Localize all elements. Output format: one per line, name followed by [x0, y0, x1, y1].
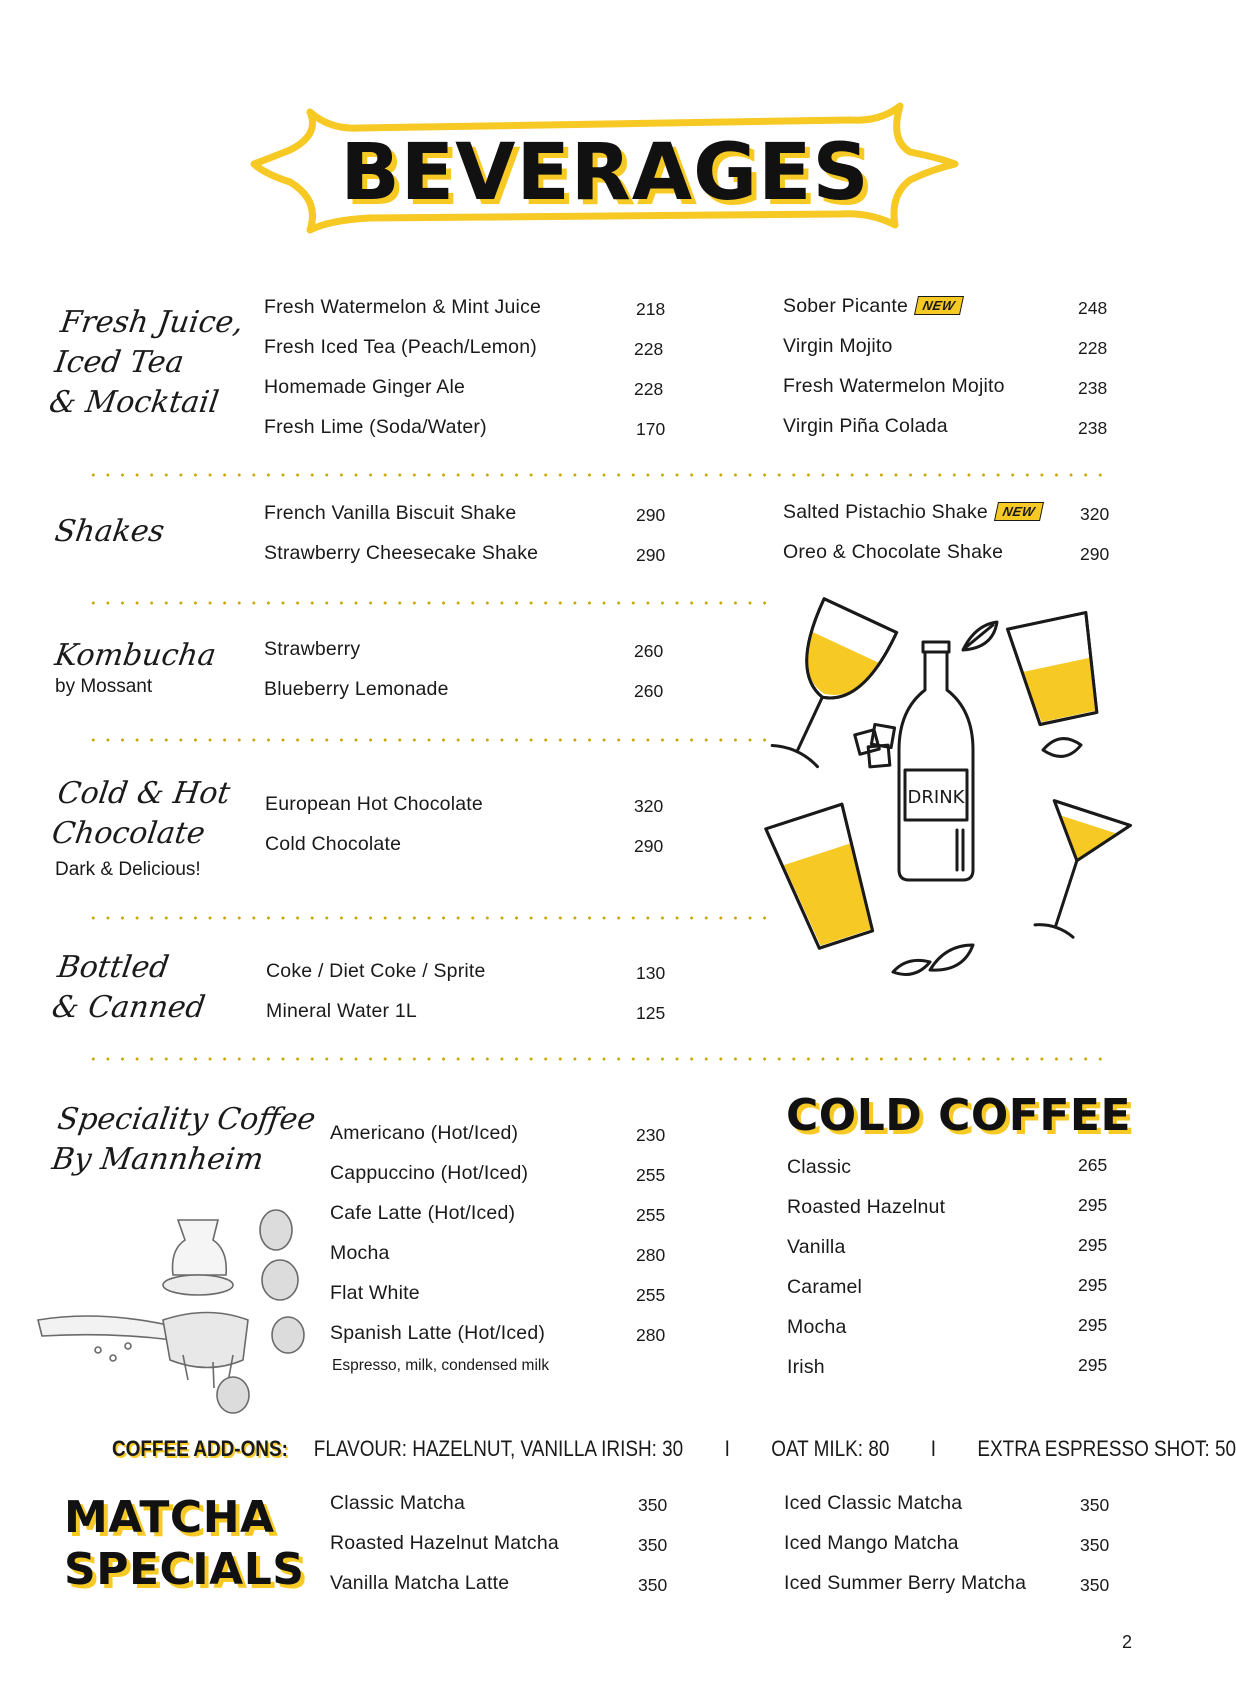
label-line: Bottled [55, 950, 172, 985]
menu-item-name: Cappuccino (Hot/Iced) [330, 1162, 529, 1184]
label-line: & Mocktail [46, 385, 222, 420]
menu-item-price: 320 [634, 796, 664, 816]
menu-item-note: Espresso, milk, condensed milk [332, 1357, 550, 1374]
menu-item-price: 255 [636, 1285, 666, 1305]
addon-separator: I [724, 1436, 730, 1461]
menu-item-price: 265 [1078, 1155, 1108, 1175]
menu-item-price: 350 [638, 1575, 668, 1595]
dotted-divider [86, 473, 1106, 477]
coffee-addons-bar [112, 1436, 1236, 1466]
addon-separator: I [930, 1436, 937, 1461]
menu-item-name: Fresh Lime (Soda/Water) [264, 416, 487, 438]
dotted-divider [86, 916, 776, 920]
menu-item-price: 290 [1080, 544, 1110, 564]
menu-item-name: Classic [787, 1156, 852, 1178]
addons-label: COFFEE ADD-ONS: [112, 1436, 288, 1461]
label-line: Iced Tea [52, 345, 186, 380]
menu-item-price: 295 [1078, 1195, 1108, 1215]
menu-item-name: European Hot Chocolate [265, 793, 483, 815]
heading-line: SPECIALS [64, 1544, 305, 1595]
page-title: BEVERAGES [340, 128, 870, 218]
menu-item-price: 228 [1078, 338, 1108, 358]
menu-item-price: 350 [638, 1495, 668, 1515]
addon-oat-milk: OAT MILK: 80 [771, 1436, 890, 1461]
bottle-label: DRINK [907, 787, 965, 808]
menu-item-price: 260 [634, 641, 664, 661]
dotted-divider [86, 738, 776, 742]
drinks-illustration-icon [775, 600, 1155, 1000]
section-sublabel: by Mossant [55, 676, 153, 697]
menu-item-price: 350 [1080, 1535, 1110, 1555]
menu-item-price: 228 [634, 379, 664, 399]
menu-item-name: Iced Summer Berry Matcha [784, 1572, 1027, 1594]
menu-item-name: Oreo & Chocolate Shake [783, 541, 1004, 563]
menu-item-name: French Vanilla Biscuit Shake [264, 502, 517, 524]
addon-flavour: FLAVOUR: HAZELNUT, VANILLA IRISH: 30 [313, 1436, 684, 1461]
page-number: 2 [1121, 1632, 1132, 1652]
menu-item-price: 295 [1078, 1315, 1108, 1335]
label-line: Cold & Hot [55, 776, 233, 811]
menu-item-price: 260 [634, 681, 664, 701]
menu-item-name: Flat White [330, 1282, 420, 1304]
label-line: Fresh Juice, [58, 305, 246, 340]
menu-item-name: Vanilla [787, 1236, 846, 1258]
menu-item-price: 255 [636, 1205, 666, 1225]
menu-item-label: Salted Pistachio Shake [783, 501, 988, 523]
menu-item-name [783, 501, 1042, 524]
label-line: & Canned [49, 990, 208, 1025]
new-badge: NEW [994, 502, 1044, 521]
label-line: Chocolate [49, 816, 208, 851]
menu-item-price: 290 [636, 505, 666, 525]
menu-item-name: Fresh Watermelon Mojito [783, 375, 1005, 397]
menu-item-price: 295 [1078, 1355, 1108, 1375]
menu-item-name: Strawberry Cheesecake Shake [264, 542, 539, 564]
menu-item-price: 130 [636, 963, 666, 983]
menu-item-price: 125 [636, 1003, 666, 1023]
menu-item-price: 295 [1078, 1235, 1108, 1255]
label-line: By Mannheim [49, 1142, 266, 1177]
menu-item-name: Fresh Iced Tea (Peach/Lemon) [264, 336, 537, 358]
menu-item-name: Irish [787, 1356, 825, 1378]
menu-item-name: Iced Classic Matcha [784, 1492, 963, 1514]
menu-item-name: Fresh Watermelon & Mint Juice [264, 296, 542, 318]
menu-item-name: Homemade Ginger Ale [264, 376, 466, 398]
menu-item-name: Mocha [787, 1316, 847, 1338]
menu-item-price: 295 [1078, 1275, 1108, 1295]
section-sublabel: Dark & Delicious! [55, 859, 201, 880]
title-banner [250, 100, 960, 240]
menu-item-price: 280 [636, 1325, 666, 1345]
menu-item-price: 238 [1078, 378, 1108, 398]
menu-item-price: 280 [636, 1245, 666, 1265]
cold-coffee-heading: COLD COFFEE [786, 1090, 1131, 1141]
menu-item-name: Caramel [787, 1276, 863, 1298]
section-label-shakes: Shakes [52, 514, 167, 549]
menu-item-price: 290 [634, 836, 664, 856]
menu-item-name: Vanilla Matcha Latte [330, 1572, 510, 1594]
menu-item-name: Blueberry Lemonade [264, 678, 449, 700]
menu-item-price: 255 [636, 1165, 666, 1185]
menu-item-price: 320 [1080, 504, 1110, 524]
menu-item-name: Iced Mango Matcha [784, 1532, 959, 1554]
menu-item-price: 290 [636, 545, 666, 565]
section-label-bottled [49, 948, 213, 1028]
menu-item-price: 248 [1078, 298, 1108, 318]
menu-item-price: 228 [634, 339, 664, 359]
menu-item-name: Virgin Mojito [783, 335, 893, 357]
menu-item-name: Roasted Hazelnut [787, 1196, 946, 1218]
dotted-divider [86, 601, 776, 605]
section-label-coffee [49, 1100, 318, 1180]
menu-item-name: Mineral Water 1L [266, 1000, 417, 1022]
menu-item-name: Spanish Latte (Hot/Iced) [330, 1322, 546, 1344]
menu-item-price: 238 [1078, 418, 1108, 438]
heading-line: MATCHA [64, 1492, 275, 1543]
dotted-divider [86, 1057, 1106, 1061]
menu-item-name: Classic Matcha [330, 1492, 466, 1514]
label-line: Speciality Coffee [55, 1102, 318, 1137]
section-label-fresh [47, 303, 246, 423]
menu-item-price: 170 [636, 419, 666, 439]
menu-item-name: Americano (Hot/Iced) [330, 1122, 519, 1144]
menu-item-name: Strawberry [264, 638, 361, 660]
menu-item-name: Mocha [330, 1242, 390, 1264]
section-label-kombucha: Kombucha [52, 638, 219, 673]
menu-item-price: 230 [636, 1125, 666, 1145]
menu-item-name [783, 295, 962, 318]
addon-espresso: EXTRA ESPRESSO SHOT: 50 [977, 1436, 1236, 1461]
menu-item-name: Cold Chocolate [265, 833, 402, 855]
matcha-heading [64, 1492, 304, 1596]
menu-item-name: Cafe Latte (Hot/Iced) [330, 1202, 516, 1224]
menu-item-name: Roasted Hazelnut Matcha [330, 1532, 559, 1554]
section-label-chocolate [49, 774, 232, 854]
menu-item-price: 350 [638, 1535, 668, 1555]
menu-item-price: 350 [1080, 1575, 1110, 1595]
menu-item-name: Coke / Diet Coke / Sprite [266, 960, 486, 982]
menu-item-price: 218 [636, 299, 666, 319]
new-badge: NEW [914, 296, 964, 315]
espresso-machine-icon [38, 1200, 308, 1400]
menu-item-price: 350 [1080, 1495, 1110, 1515]
menu-item-label: Sober Picante [783, 295, 909, 317]
menu-item-name: Virgin Piña Colada [783, 415, 948, 437]
